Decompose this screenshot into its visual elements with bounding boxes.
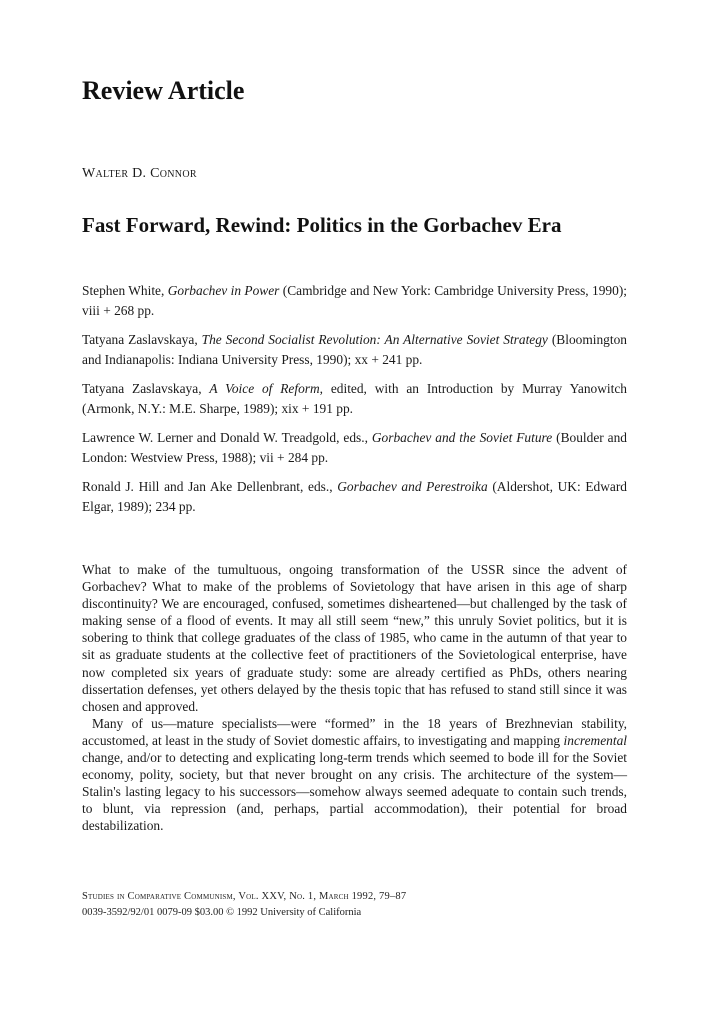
body-paragraph: Many of us—mature specialists—were “formed” in the 18 years of Brezhnevian stability, accustomed, at least in the study of Soviet domestic affairs, to investigating and mapping incremental change, and/or to detecting and explicating long-term trends which seemed to bode ill for the Soviet economy, polity, society, but that never brought on any crisis. The architecture of the system—Stalin's lasting legacy to his successors—somehow always seemed adequate to contain such trends, to blunt, via repression (and, perhaps, partial accommodation), their potential for broad destabilization. <box>82 715 627 834</box>
book-reference: Lawrence W. Lerner and Donald W. Treadgold, eds., Gorbachev and the Soviet Future (Boulder and London: Westview Press, 1988); vii + 284 pp. <box>82 430 627 465</box>
book-title: The Second Socialist Revolution: An Alternative Soviet Strategy <box>201 332 548 347</box>
book-reference: Ronald J. Hill and Jan Ake Dellenbrant, eds., Gorbachev and Perestroika (Aldershot, UK: Edward Elgar, 1989); 234 pp. <box>82 479 627 514</box>
article-body <box>82 561 627 835</box>
book-reference: Tatyana Zaslavskaya, The Second Socialist Revolution: An Alternative Soviet Strategy (Bloomington and Indianapolis: Indiana University Press, 1990); xx + 241 pp. <box>82 332 627 367</box>
book-title: A Voice of Reform <box>209 381 320 396</box>
section-title: Review Article <box>82 76 245 105</box>
author-name: Walter D. Connor <box>82 166 197 181</box>
article-title: Fast Forward, Rewind: Politics in the Gorbachev Era <box>82 213 562 237</box>
book-title: Gorbachev and the Soviet Future <box>371 430 553 445</box>
book-reference: Tatyana Zaslavskaya, A Voice of Reform, edited, with an Introduction by Murray Yanowitch (Armonk, N.Y.: M.E. Sharpe, 1989); xix + 191 pp. <box>82 381 627 416</box>
book-reference: Stephen White, Gorbachev in Power (Cambridge and New York: Cambridge University Press, 1990); viii + 268 pp. <box>82 283 627 318</box>
reviewed-books-list <box>82 281 627 526</box>
book-title: Gorbachev in Power <box>167 283 280 298</box>
emphasis-text: incremental <box>563 732 627 748</box>
body-paragraph: What to make of the tumultuous, ongoing transformation of the USSR since the advent of Gorbachev? What to make of the problems of Sovietology that have arisen in this age of sharp discontinuity? We are encouraged, confused, sometimes disheartened—but challenged by the task of making sense of a flood of events. It may all still seem “new,” this unruly Soviet politics, but it is sobering to think that college graduates of the class of 1985, who came in the autumn of that year to sit as graduate students at the collective feet of practitioners of the Sovietological enterprise, have now completed six years of graduate study: some are already certified as PhDs, others nearing dissertation defenses, yet others delayed by the thesis topic that has refused to stand still since it was chosen and approved. <box>82 562 627 714</box>
book-title: Gorbachev and Perestroika <box>337 479 488 494</box>
copyright-line: 0039-3592/92/01 0079-09 $03.00 © 1992 University of California <box>82 907 362 918</box>
page-footer <box>82 889 627 921</box>
journal-citation: Studies in Comparative Communism, Vol. XXV, No. 1, March 1992, 79–87 <box>82 891 407 902</box>
